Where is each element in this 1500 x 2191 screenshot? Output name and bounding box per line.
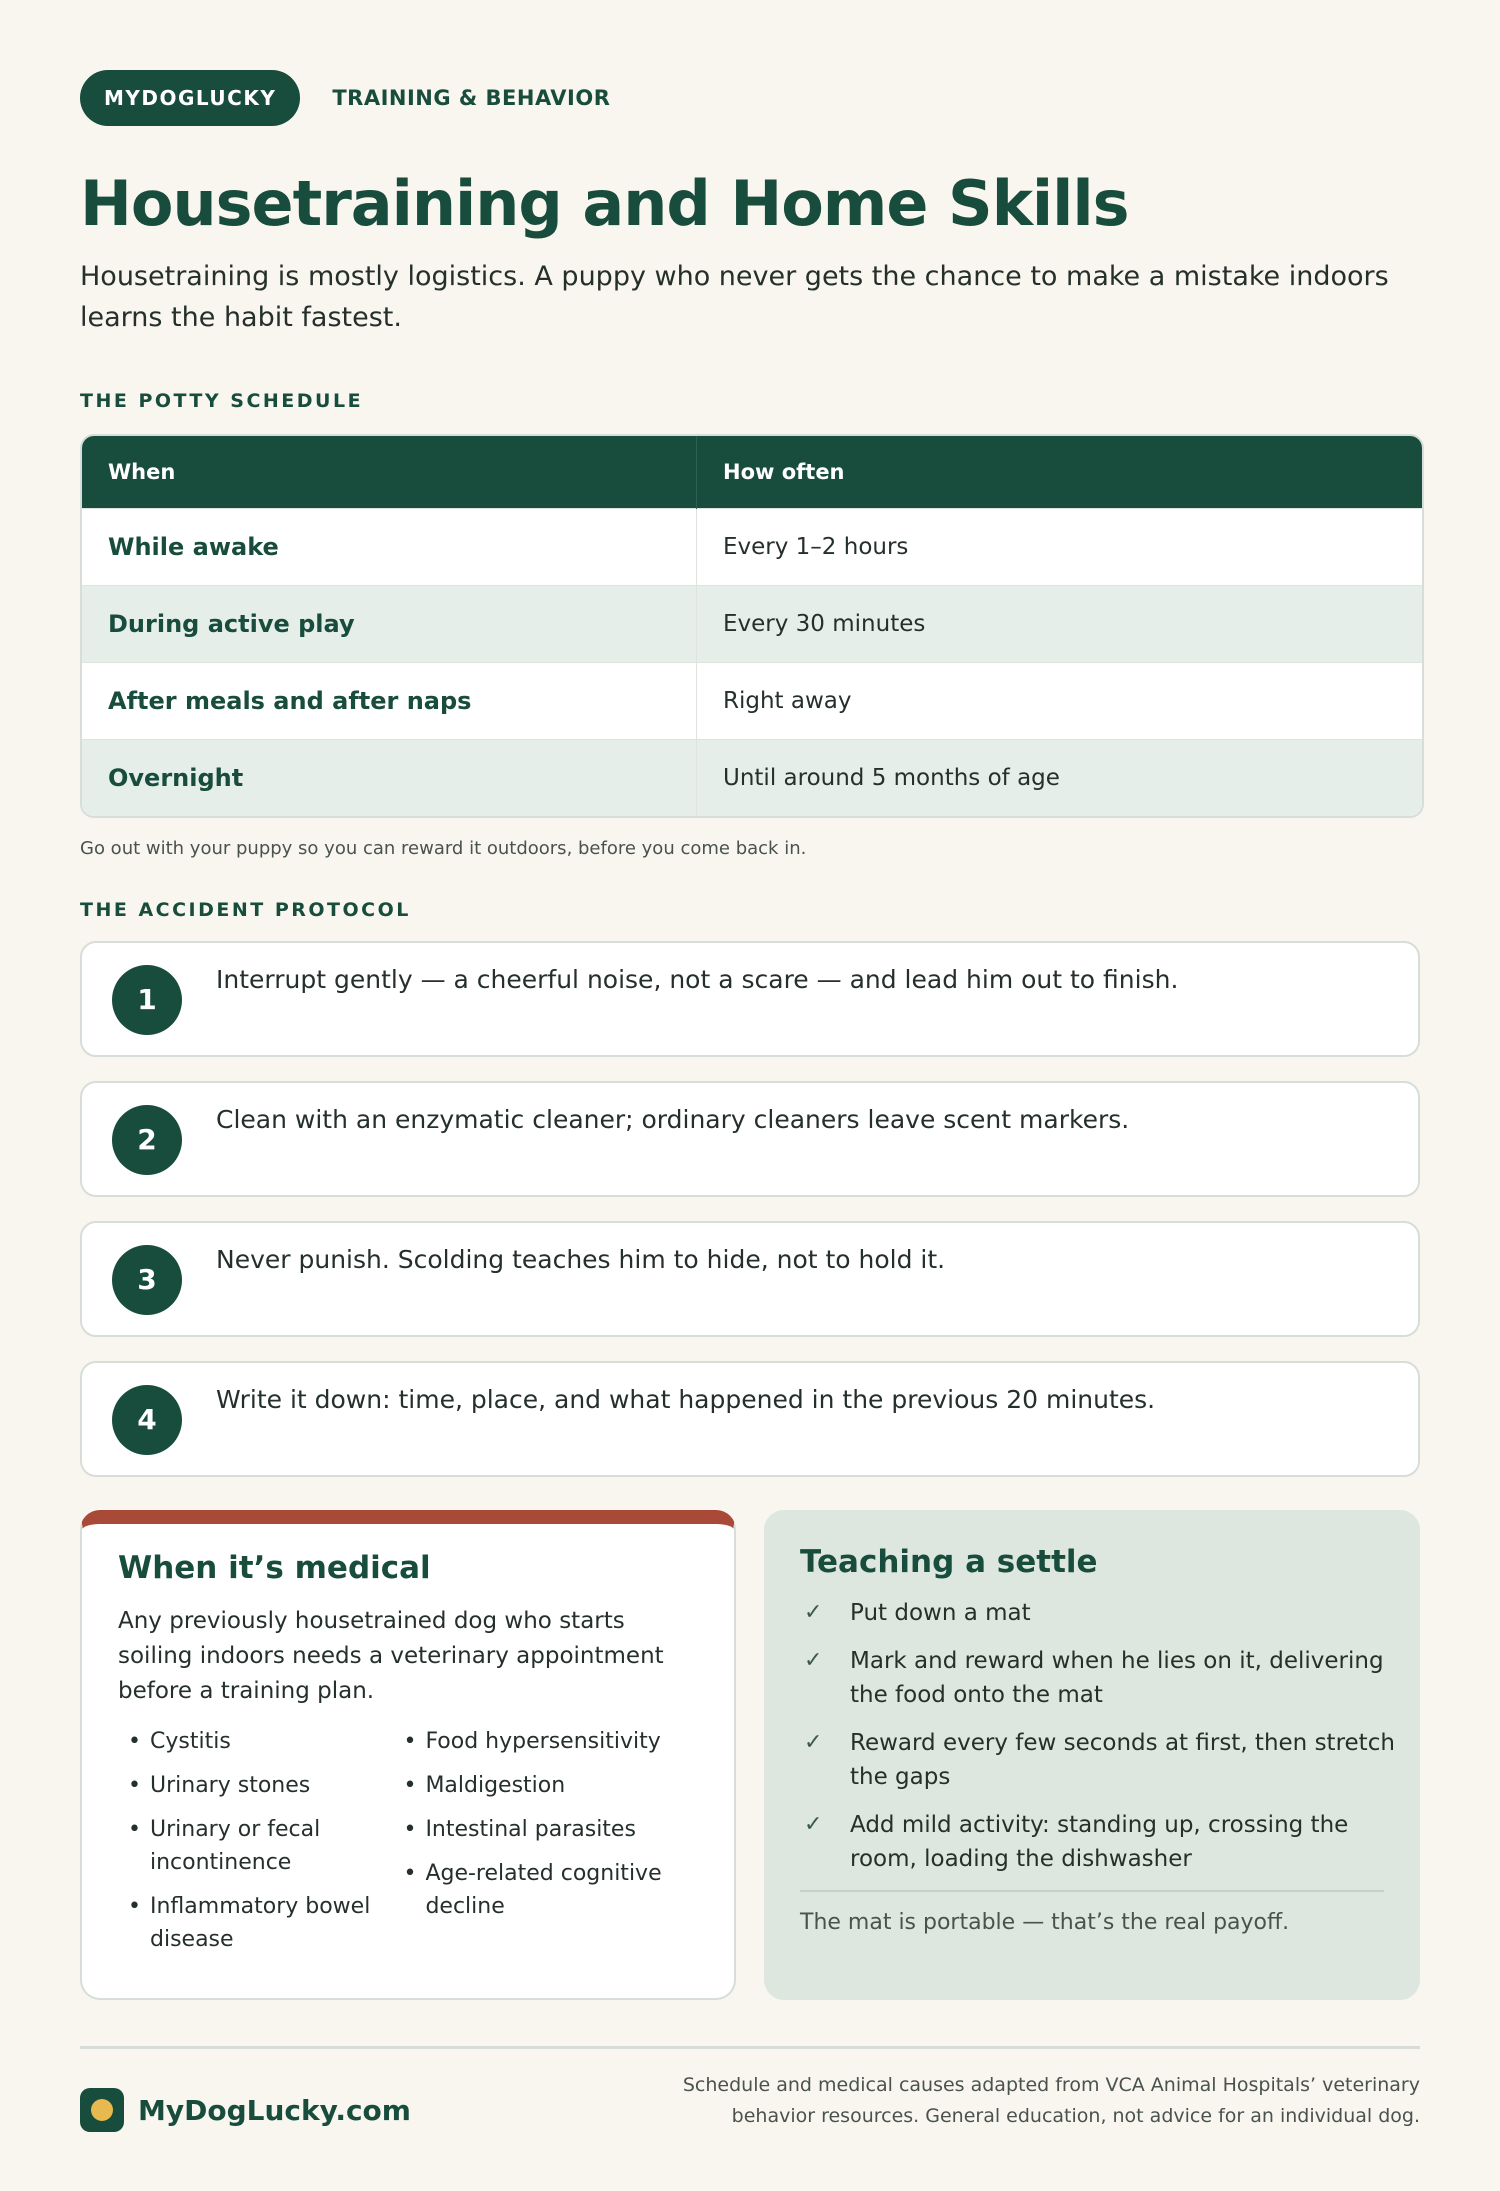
step-text: Write it down: time, place, and what happened in the previous 20 minutes.: [216, 1384, 1156, 1414]
step-number-badge: 4: [112, 1385, 182, 1455]
table-header-row: [82, 436, 1422, 508]
table-cell-when: Overnight: [82, 739, 697, 816]
list-item: • Urinary stones: [150, 1769, 393, 1802]
footer-site-link[interactable]: MyDogLucky.com: [138, 2093, 411, 2127]
table-cell-how-often: Until around 5 months of age: [697, 739, 1423, 816]
step-text: Interrupt gently — a cheerful noise, not a scare — and lead him out to finish.: [216, 964, 1179, 994]
check-icon: ✓: [804, 1648, 823, 1673]
step-number-badge: 2: [112, 1105, 182, 1175]
info-cards: [80, 1510, 1420, 2000]
logo-dot: [91, 2099, 113, 2121]
header-bar: [80, 70, 1420, 126]
list-item-text: Mark and reward when he lies on it, delivering the food onto the mat: [850, 1648, 1384, 1708]
step-text: Never punish. Scolding teaches him to hide, not to hold it.: [216, 1244, 946, 1274]
protocol-step: [80, 941, 1420, 1057]
step-text: Clean with an enzymatic cleaner; ordinary cleaners leave scent markers.: [216, 1104, 1130, 1134]
protocol-section-label: THE ACCIDENT PROTOCOL: [80, 898, 411, 921]
table-row: [82, 585, 1422, 662]
list-item-text: Add mild activity: standing up, crossing the room, loading the dishwasher: [850, 1812, 1349, 1872]
check-icon: ✓: [804, 1730, 823, 1755]
column-header-how-often: How often: [697, 436, 1423, 508]
protocol-step: [80, 1081, 1420, 1197]
list-item: • Food hypersensitivity: [425, 1725, 698, 1758]
page-title: Housetraining and Home Skills: [80, 167, 1129, 240]
table-row: [82, 508, 1422, 585]
potty-schedule-table: [80, 434, 1424, 818]
medical-causes-column-2: [393, 1725, 698, 1967]
table-cell-when: After meals and after naps: [82, 662, 697, 739]
table-cell-how-often: Every 30 minutes: [697, 585, 1423, 662]
protocol-step: [80, 1221, 1420, 1337]
medical-causes-list: [118, 1725, 698, 1967]
schedule-section-label: THE POTTY SCHEDULE: [80, 390, 364, 413]
check-icon: ✓: [804, 1600, 823, 1625]
intro-text: Housetraining is mostly logistics. A puppy who never gets the chance to make a mistake indoors learns the habit fastest.: [80, 261, 1389, 334]
list-item: [800, 1596, 1396, 1630]
list-item: • Age-related cognitive decline: [425, 1857, 698, 1923]
step-number-badge: 3: [112, 1245, 182, 1315]
medical-card: [80, 1510, 736, 2000]
brand-badge[interactable]: MYDOGLUCKY: [80, 70, 300, 126]
medical-card-text: Any previously housetrained dog who starts soiling indoors needs a veterinary appointment before a training plan.: [118, 1608, 664, 1704]
table-row: [82, 739, 1422, 816]
table-cell-how-often: Right away: [697, 662, 1423, 739]
column-header-when: When: [82, 436, 697, 508]
list-item: [800, 1644, 1396, 1712]
list-item: • Urinary or fecal incontinence: [150, 1813, 393, 1879]
list-item-text: Reward every few seconds at first, then stretch the gaps: [850, 1730, 1395, 1790]
table-cell-when: While awake: [82, 508, 697, 585]
step-number-badge: 1: [112, 965, 182, 1035]
footer-divider: [80, 2046, 1420, 2049]
category-link[interactable]: TRAINING & BEHAVIOR: [332, 86, 611, 110]
schedule-note: Go out with your puppy so you can reward it outdoors, before you come back in.: [80, 837, 807, 859]
footer-source-note: Schedule and medical causes adapted from VCA Animal Hospitals’ veterinary behavior resources. General education, not advice for an individual dog.: [682, 2074, 1420, 2127]
check-icon: ✓: [804, 1812, 823, 1837]
protocol-step: [80, 1361, 1420, 1477]
accident-protocol-list: [80, 941, 1420, 1477]
list-item: [800, 1808, 1396, 1876]
logo-icon: [80, 2088, 124, 2132]
table-cell-how-often: Every 1–2 hours: [697, 508, 1423, 585]
list-item: [800, 1726, 1396, 1794]
list-item: • Cystitis: [150, 1725, 393, 1758]
footer-brand[interactable]: [80, 2088, 411, 2132]
divider: [800, 1890, 1384, 1892]
list-item: • Maldigestion: [425, 1769, 698, 1802]
table-row: [82, 662, 1422, 739]
list-item: • Intestinal parasites: [425, 1813, 698, 1846]
settle-note: The mat is portable — that’s the real payoff.: [800, 1910, 1290, 1935]
list-item-text: Put down a mat: [850, 1600, 1031, 1626]
medical-causes-column-1: [118, 1725, 393, 1967]
list-item: • Inflammatory bowel disease: [150, 1890, 393, 1956]
settle-card-title: Teaching a settle: [800, 1544, 1098, 1580]
settle-steps-list: [800, 1596, 1395, 1876]
medical-card-title: When it’s medical: [118, 1550, 431, 1586]
table-cell-when: During active play: [82, 585, 697, 662]
settle-card: [764, 1510, 1420, 2000]
